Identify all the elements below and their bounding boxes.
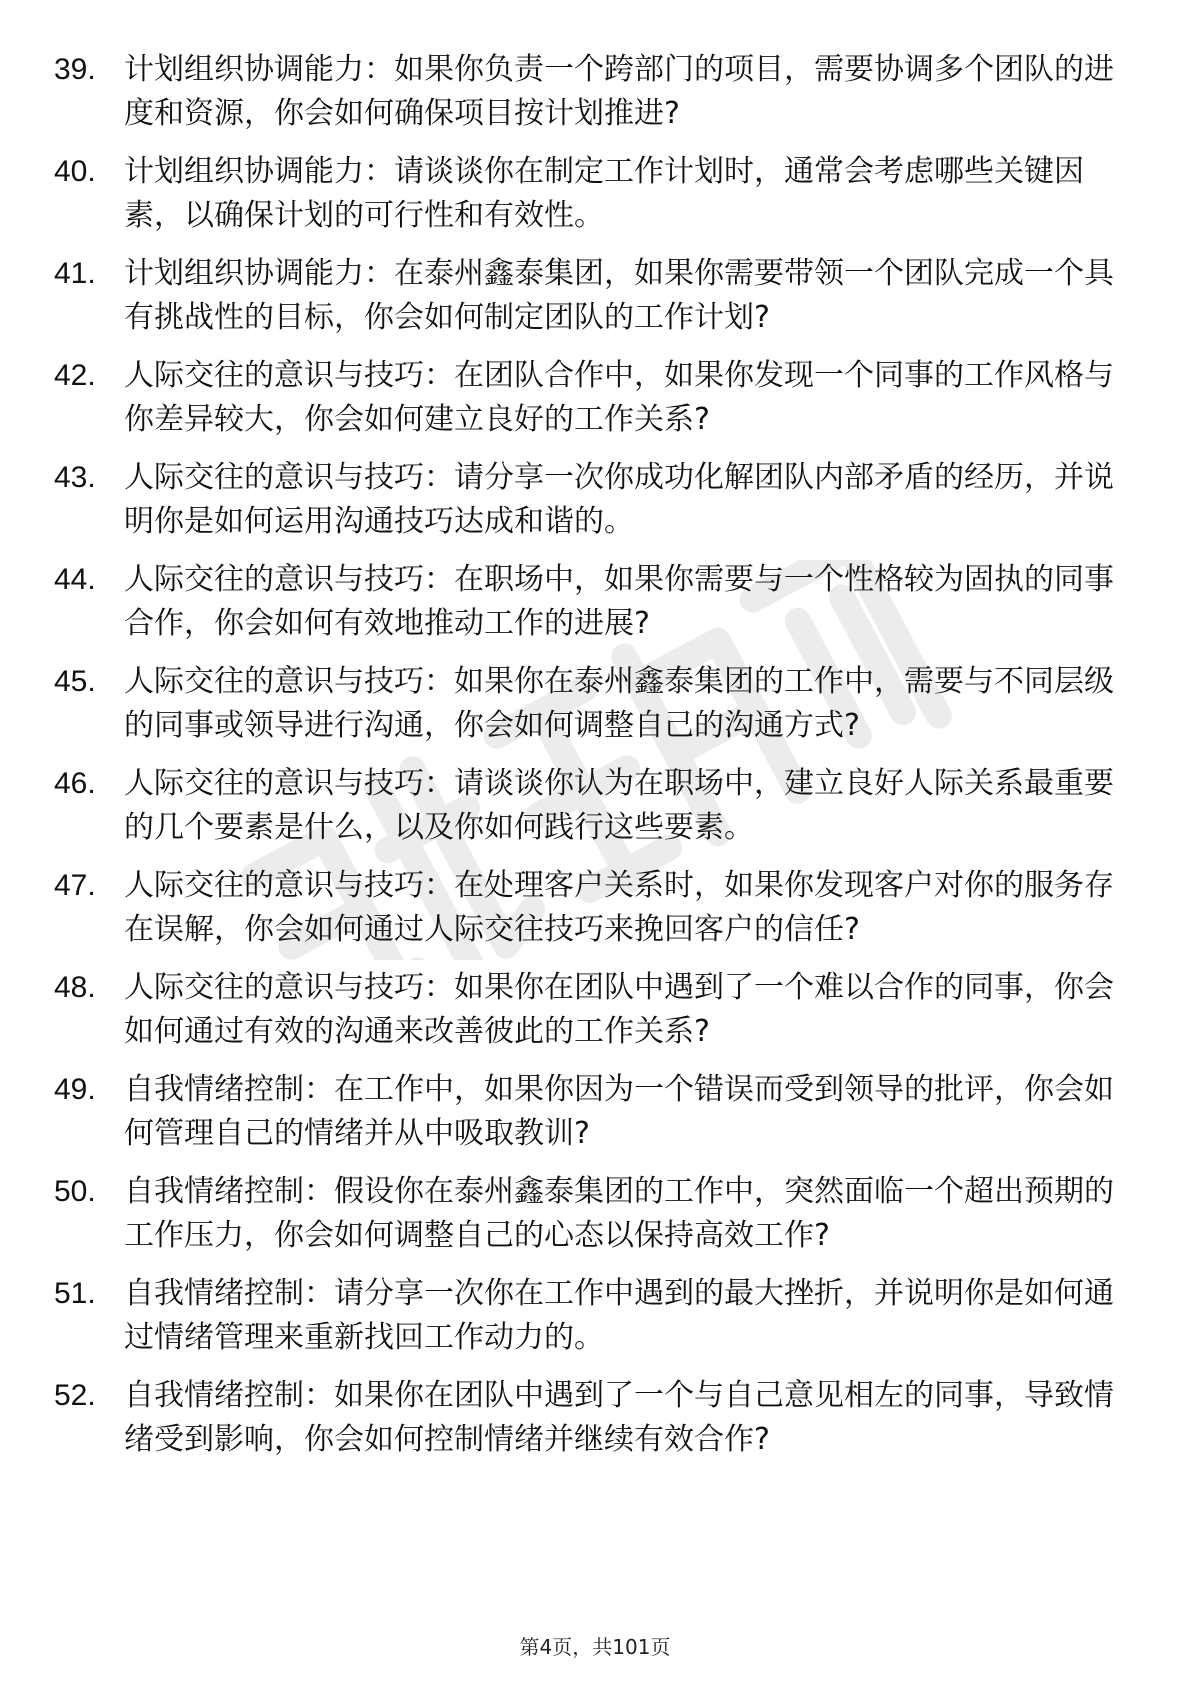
- question-text: 计划组织协调能力：请谈谈你在制定工作计划时，通常会考虑哪些关键因素，以确保计划的可行性和有效性。: [124, 154, 1084, 233]
- question-text: 人际交往的意识与技巧：请谈谈你认为在职场中，建立良好人际关系最重要的几个要素是什么，以及你如何践行这些要素。: [124, 766, 1114, 845]
- question-item: [54, 150, 1114, 238]
- question-item: [54, 864, 1114, 952]
- question-text: 人际交往的意识与技巧：如果你在团队中遇到了一个难以合作的同事，你会如何通过有效的沟通来改善彼此的工作关系?: [124, 970, 1114, 1049]
- question-item: [54, 558, 1114, 646]
- question-number: 52.: [54, 1379, 96, 1412]
- question-text: 人际交往的意识与技巧：如果你在泰州鑫泰集团的工作中，需要与不同层级的同事或领导进行沟通，你会如何调整自己的沟通方式?: [124, 664, 1114, 743]
- question-item: [54, 1068, 1114, 1156]
- question-text: 自我情绪控制：在工作中，如果你因为一个错误而受到领导的批评，你会如何管理自己的情绪并从中吸取教训?: [124, 1072, 1114, 1151]
- question-number: 44.: [54, 563, 96, 596]
- question-item: [54, 1374, 1114, 1462]
- question-item: [54, 48, 1114, 136]
- question-number: 45.: [54, 665, 96, 698]
- question-number: 47.: [54, 869, 96, 902]
- question-number: 42.: [54, 359, 96, 392]
- question-text: 人际交往的意识与技巧：在处理客户关系时，如果你发现客户对你的服务存在误解，你会如何通过人际交往技巧来挽回客户的信任?: [124, 868, 1114, 947]
- question-text: 计划组织协调能力：在泰州鑫泰集团，如果你需要带领一个团队完成一个具有挑战性的目标，你会如何制定团队的工作计划?: [124, 256, 1114, 335]
- question-item: [54, 354, 1114, 442]
- question-text: 自我情绪控制：假设你在泰州鑫泰集团的工作中，突然面临一个超出预期的工作压力，你会如何调整自己的心态以保持高效工作?: [124, 1174, 1114, 1253]
- question-item: [54, 762, 1114, 850]
- question-item: [54, 1272, 1114, 1360]
- question-item: [54, 660, 1114, 748]
- question-text: 计划组织协调能力：如果你负责一个跨部门的项目，需要协调多个团队的进度和资源，你会如何确保项目按计划推进?: [124, 52, 1114, 131]
- question-item: [54, 252, 1114, 340]
- question-number: 39.: [54, 53, 96, 86]
- question-text: 自我情绪控制：请分享一次你在工作中遇到的最大挫折，并说明你是如何通过情绪管理来重新找回工作动力的。: [124, 1276, 1114, 1355]
- question-item: [54, 966, 1114, 1054]
- question-item: [54, 456, 1114, 544]
- question-number: 48.: [54, 971, 96, 1004]
- question-number: 41.: [54, 257, 96, 290]
- question-number: 46.: [54, 767, 96, 800]
- question-number: 49.: [54, 1073, 96, 1106]
- question-text: 自我情绪控制：如果你在团队中遇到了一个与自己意见相左的同事，导致情绪受到影响，你会如何控制情绪并继续有效合作?: [124, 1378, 1114, 1457]
- question-number: 50.: [54, 1175, 96, 1208]
- question-number: 40.: [54, 155, 96, 188]
- question-number: 51.: [54, 1277, 96, 1310]
- question-text: 人际交往的意识与技巧：请分享一次你成功化解团队内部矛盾的经历，并说明你是如何运用沟通技巧达成和谐的。: [124, 460, 1114, 539]
- question-text: 人际交往的意识与技巧：在职场中，如果你需要与一个性格较为固执的同事合作，你会如何有效地推动工作的进展?: [124, 562, 1114, 641]
- question-list: [54, 48, 1114, 1476]
- question-text: 人际交往的意识与技巧：在团队合作中，如果你发现一个同事的工作风格与你差异较大，你会如何建立良好的工作关系?: [124, 358, 1114, 437]
- question-item: [54, 1170, 1114, 1258]
- page-footer: 第4页，共101页: [519, 1635, 671, 1659]
- question-number: 43.: [54, 461, 96, 494]
